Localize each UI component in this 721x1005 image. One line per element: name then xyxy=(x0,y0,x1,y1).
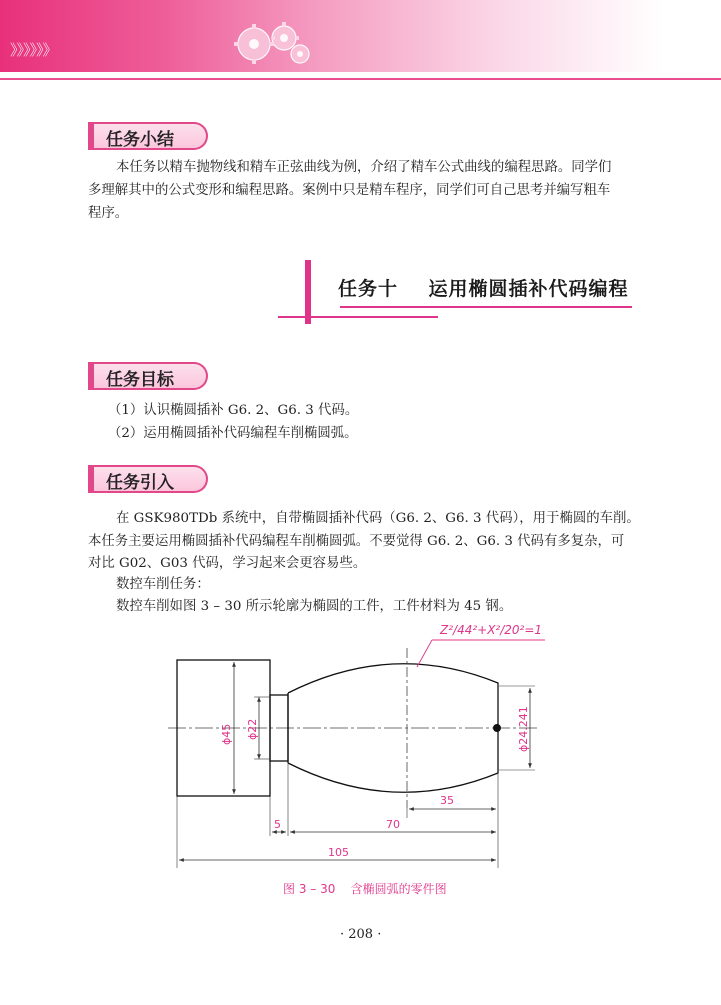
figure-caption: 图 3 – 30 含椭圆弧的零件图 xyxy=(283,882,447,896)
summary-label-text: 任务小结 xyxy=(106,130,174,150)
dim-length-70: 70 xyxy=(386,818,400,831)
intro-label-text: 任务引入 xyxy=(106,473,174,493)
goals-label-text: 任务目标 xyxy=(106,370,174,390)
summary-line-3: 程序。 xyxy=(88,206,129,221)
task-title: 任务十 运用椭圆插补代码编程 xyxy=(338,278,629,300)
goal-item-1: （1）认识椭圆插补 G6. 2、G6. 3 代码。 xyxy=(108,403,359,418)
header-chevrons: 》》》》》》 xyxy=(10,41,57,59)
intro-line-1: 在 GSK980TDb 系统中，自带椭圆插补代码（G6. 2、G6. 3 代码），用于椭圆的车削。 xyxy=(116,511,640,526)
page-number: · 208 · xyxy=(340,927,382,942)
intro-line-4: 数控车削任务： xyxy=(116,577,210,592)
summary-line-1: 本任务以精车抛物线和精车正弦曲线为例，介绍了精车公式曲线的编程思路。同学们 xyxy=(116,160,612,175)
dim-diameter-45: ϕ45 xyxy=(220,723,233,745)
intro-line-3: 对比 G02、G03 代码，学习起来会更容易些。 xyxy=(88,556,367,571)
ellipse-equation: Z²/44²+X²/20²=1 xyxy=(440,623,543,637)
dim-length-5: 5 xyxy=(274,818,281,831)
end-point-marker xyxy=(493,724,501,732)
intro-line-5: 数控车削如图 3 – 30 所示轮廓为椭圆的工件，工件材料为 45 钢。 xyxy=(116,599,513,614)
summary-line-2: 多理解其中的公式变形和编程思路。案例中只是精车程序，同学们可自己思考并编写粗车 xyxy=(88,183,611,198)
goal-item-2: （2）运用椭圆插补代码编程车削椭圆弧。 xyxy=(108,426,358,441)
dim-length-35: 35 xyxy=(440,794,454,807)
dim-length-105: 105 xyxy=(328,846,349,859)
dim-diameter-24241: ϕ24.241 xyxy=(517,706,530,752)
intro-line-2: 本任务主要运用椭圆插补代码编程车削椭圆弧。不要觉得 G6. 2、G6. 3 代码有多复杂，可 xyxy=(88,534,625,549)
dim-diameter-22: ϕ22 xyxy=(246,718,259,740)
